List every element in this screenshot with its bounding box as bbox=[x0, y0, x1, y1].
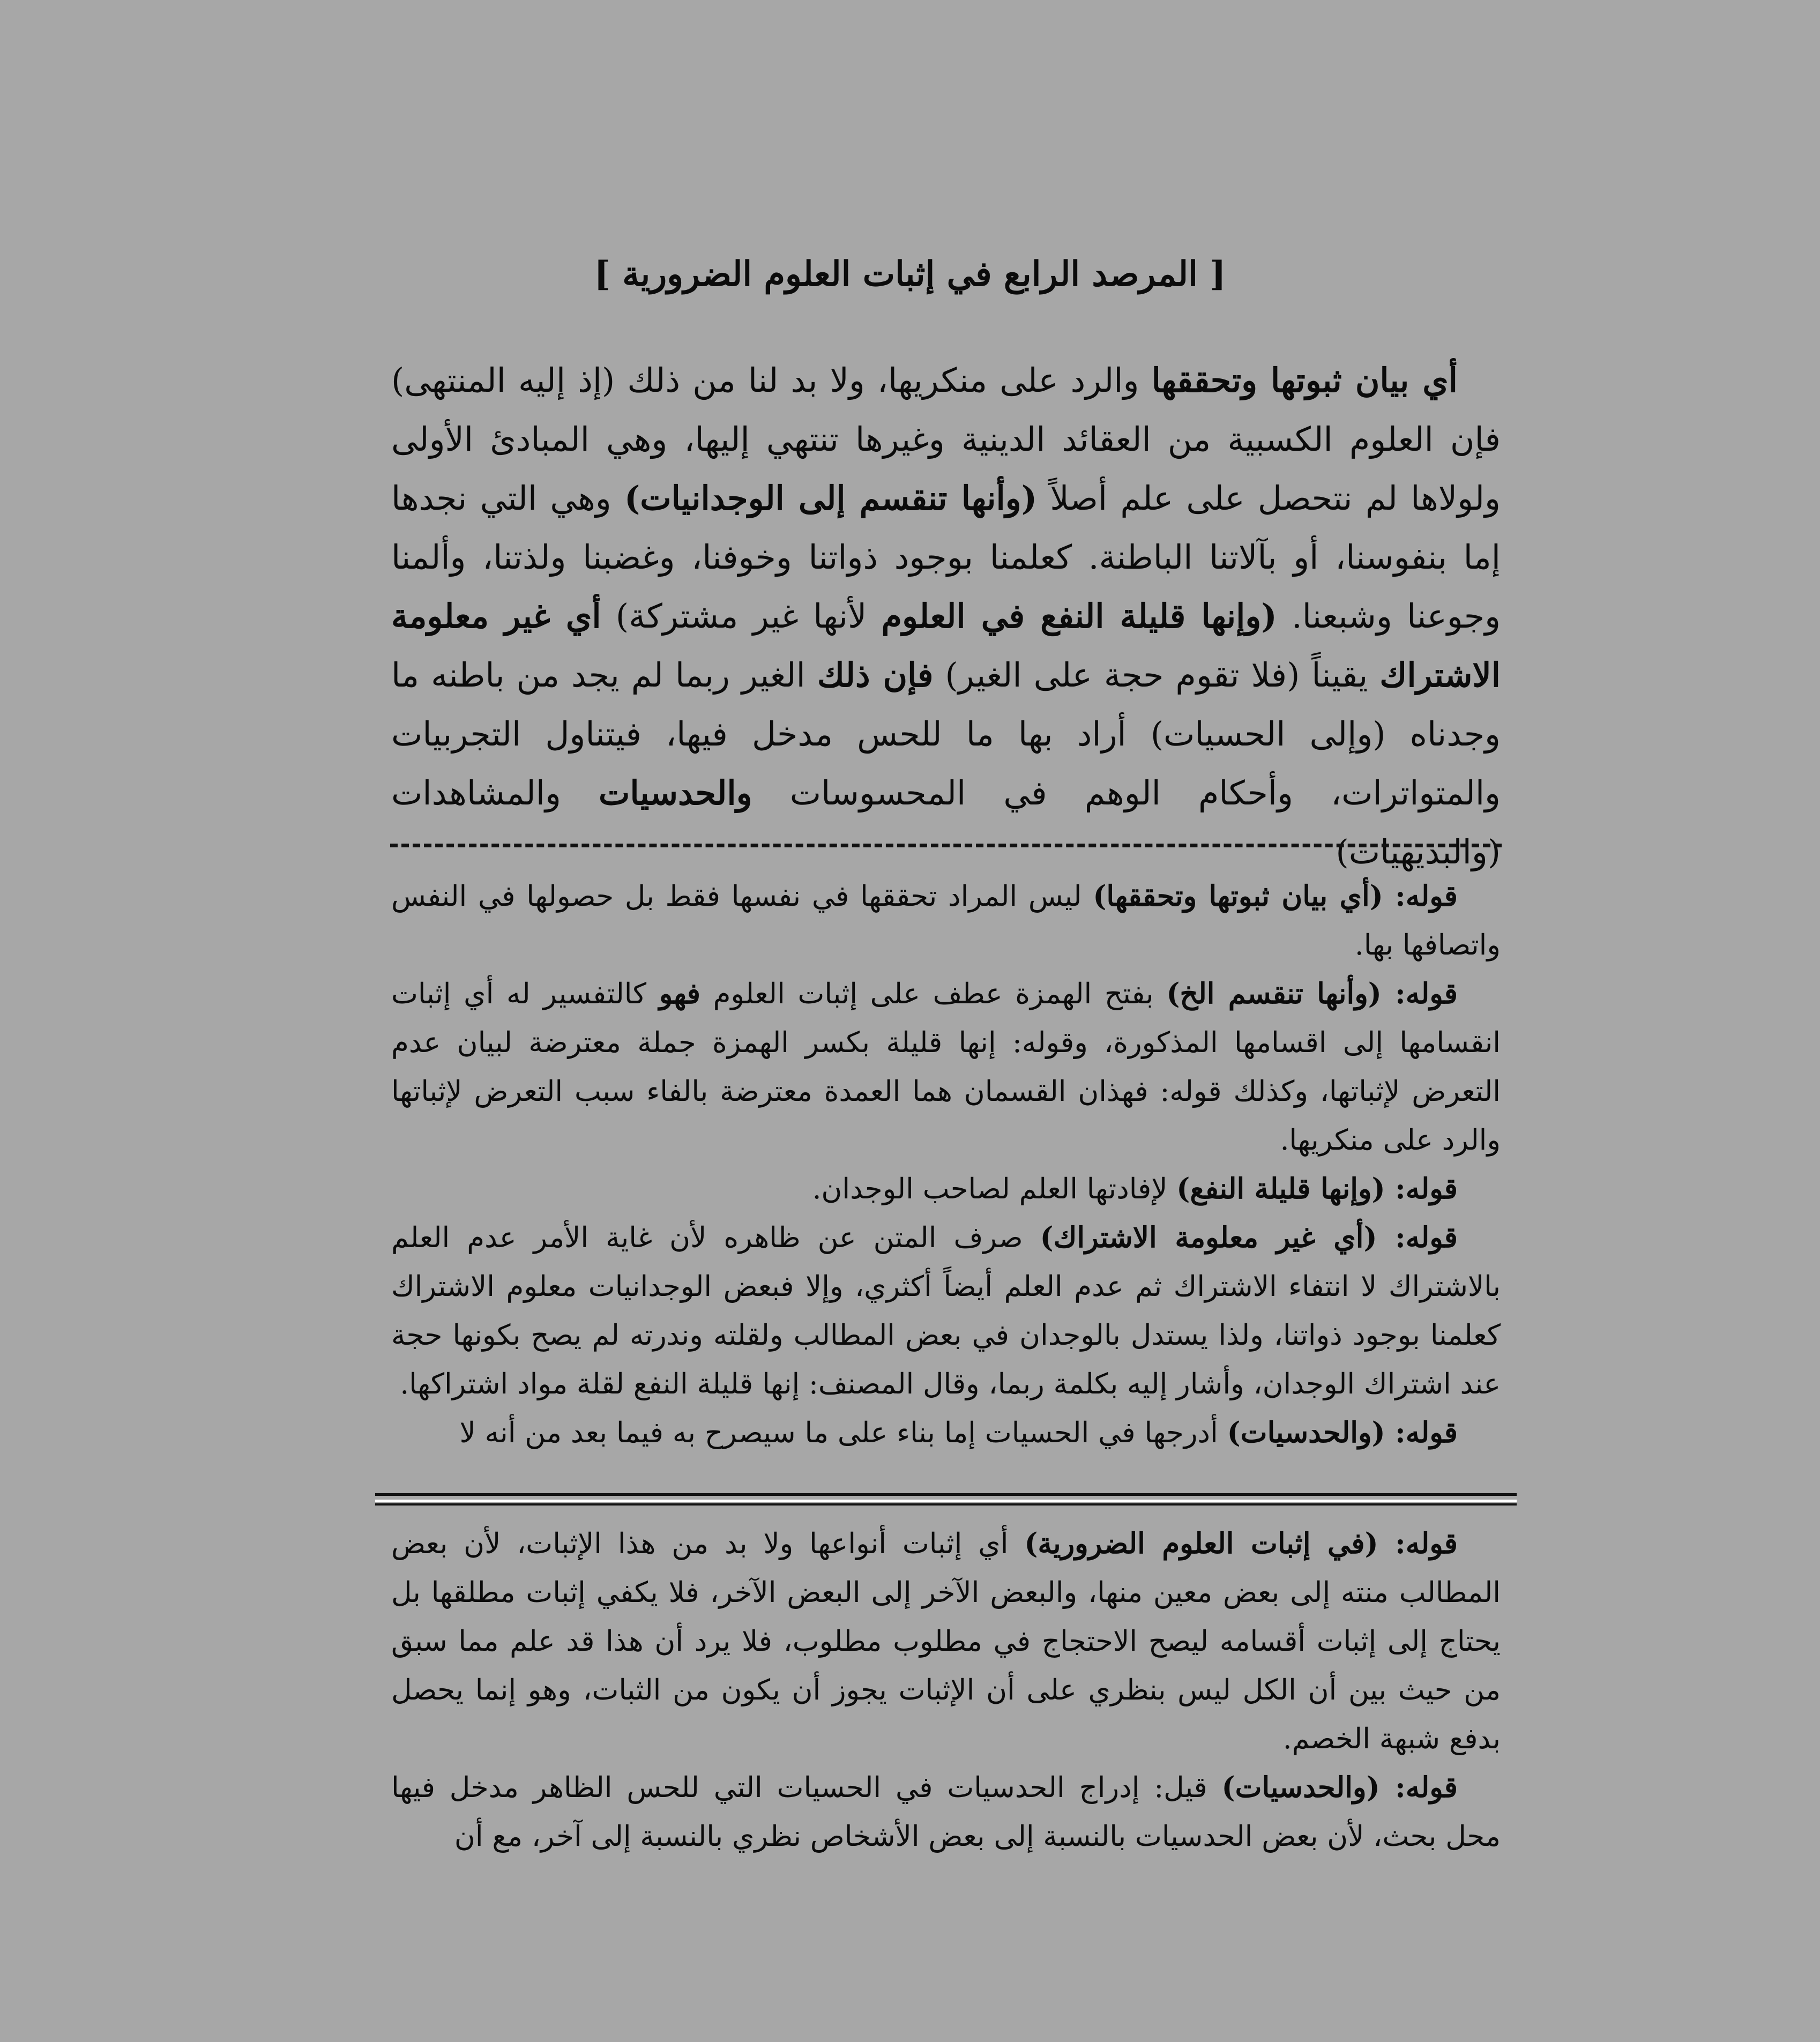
commentary-notes-lower bbox=[391, 1519, 1501, 1861]
main-text-part: أي غير معلومة الاشتراك bbox=[391, 597, 1501, 695]
note-text: كالتفسير له أي إثبات انقسامها إلى اقسامها المذكورة، وقوله: إنها قليلة بكسر الهمزة جملة معترضة لبيان عدم التعرض لإثباتها، وكذلك قوله: فهذان القسمان هما العمدة معترضة بالفاء سبب التعرض لإثباتها والرد على منكريها. bbox=[391, 978, 1501, 1157]
note-text: أدرجها في الحسيات إما بناء على ما سيصرح به فيما بعد من أنه لا bbox=[459, 1417, 1227, 1449]
note-heading: قوله: (والحدسيات) bbox=[1227, 1416, 1458, 1449]
commentary-note bbox=[391, 1165, 1501, 1213]
commentary-note bbox=[391, 970, 1501, 1165]
commentary-note bbox=[391, 1763, 1501, 1861]
main-text-part: والرد على منكريها، ولا بد لنا من ذلك (إذ إليه المنتهى) فإن العلوم الكسبية من العقائد الدينية وغيرها تنتهي إليها، وهي المبادئ الأولى ولولاها لم نتحصل على علم أصلاً bbox=[391, 361, 1501, 518]
note-text: قيل: إدراج الحدسيات في الحسيات التي للحس الظاهر مدخل فيها محل بحث، لأن بعض الحدسيات بالنسبة إلى بعض الأشخاص نظري بالنسبة إلى آخر، مع أن bbox=[391, 1771, 1501, 1853]
note-text: بفتح الهمزة عطف على إثبات العلوم bbox=[700, 978, 1167, 1010]
commentary-notes-upper bbox=[391, 872, 1501, 1457]
note-heading: قوله: (أي بيان ثبوتها وتحققها) bbox=[1093, 880, 1458, 913]
main-text-part: الغير ربما لم يجد من باطنه ما وجدناه (وإلى الحسيات) أراد بها ما للحس مدخل فيها، فيتناول التجربيات والمتواترات، وأحكام الوهم في المحسوسات bbox=[391, 655, 1501, 813]
section-title: [ المرصد الرابع في إثبات العلوم الضرورية ] bbox=[594, 254, 1226, 294]
main-text-part: يقيناً (فلا تقوم حجة على الغير) bbox=[933, 655, 1380, 695]
rule-line bbox=[375, 1503, 1517, 1506]
main-text-part: لأنها غير مشتركة) bbox=[601, 597, 882, 636]
commentary-note bbox=[391, 1519, 1501, 1763]
main-text-part: أي بيان ثبوتها وتحققها bbox=[1151, 361, 1458, 400]
note-text: فهو bbox=[659, 977, 700, 1010]
main-text bbox=[391, 351, 1501, 882]
main-text-part: (وأنها تنقسم إلى الوجدانيات) bbox=[624, 479, 1038, 518]
main-text-part: فإن ذلك bbox=[817, 655, 934, 695]
note-heading: قوله: (في إثبات العلوم الضرورية) bbox=[1024, 1527, 1458, 1560]
main-text-part: والمشاهدات (والبديهيات) bbox=[391, 773, 1501, 871]
note-text: لإفادتها العلم لصاحب الوجدان. bbox=[812, 1173, 1177, 1205]
note-heading: قوله: (وإنها قليلة النفع) bbox=[1176, 1172, 1458, 1205]
commentary-note bbox=[391, 1408, 1501, 1457]
main-text-part: وهي التي نجدها إما بنفوسنا، أو بآلاتنا الباطنة. كعلمنا بوجود ذواتنا وخوفنا، وغضبنا ولذتنا، وألمنا وجوعنا وشبعنا. bbox=[391, 479, 1501, 636]
main-text-part: والحدسيات bbox=[599, 773, 752, 813]
dashed-separator bbox=[390, 844, 1502, 847]
note-heading: قوله: (وأنها تنقسم الخ) bbox=[1166, 977, 1458, 1010]
commentary-note bbox=[391, 1213, 1501, 1408]
note-heading: قوله: (أي غير معلومة الاشتراك) bbox=[1040, 1221, 1458, 1254]
note-text: أي إثبات أنواعها ولا بد من هذا الإثبات، لأن بعض المطالب منته إلى بعض معين منها، والبعض الآخر إلى البعض الآخر، فلا يكفي إثبات مطلقها بل يحتاج إلى إثبات أقسامه ليصح الاحتجاج في مطلوب مطلوب، فلا يرد أن هذا قد علم مما سبق من حيث بين أن الكل ليس بنظري على أن الإثبات يجوز أن يكون من الثبات، وهو إنما يحصل بدفع شبهة الخصم. bbox=[391, 1527, 1501, 1755]
rule-gap bbox=[375, 1500, 1517, 1502]
note-text: صرف المتن عن ظاهره لأن غاية الأمر عدم العلم بالاشتراك لا انتفاء الاشتراك ثم عدم العلم أيضاً أكثري، وإلا فبعض الوجدانيات معلوم الاشتراك كعلمنا بوجود ذواتنا، ولذا يستدل بالوجدان في بعض المطالب ولقلته وندرته لم يصح بكونها حجة عند اشتراك الوجدان، وأشار إليه بكلمة ربما، وقال المصنف: إنها قليلة النفع لقلة مواد اشتراكها. bbox=[391, 1221, 1501, 1400]
rule-line bbox=[375, 1493, 1517, 1496]
main-text-part: (وإنها قليلة النفع في العلوم bbox=[881, 597, 1277, 636]
note-heading: قوله: (والحدسيات) bbox=[1221, 1771, 1458, 1804]
double-rule-separator bbox=[375, 1493, 1517, 1504]
note-text: ليس المراد تحققها في نفسها فقط بل حصولها في النفس واتصافها بها. bbox=[391, 880, 1501, 962]
commentary-note bbox=[391, 872, 1501, 970]
